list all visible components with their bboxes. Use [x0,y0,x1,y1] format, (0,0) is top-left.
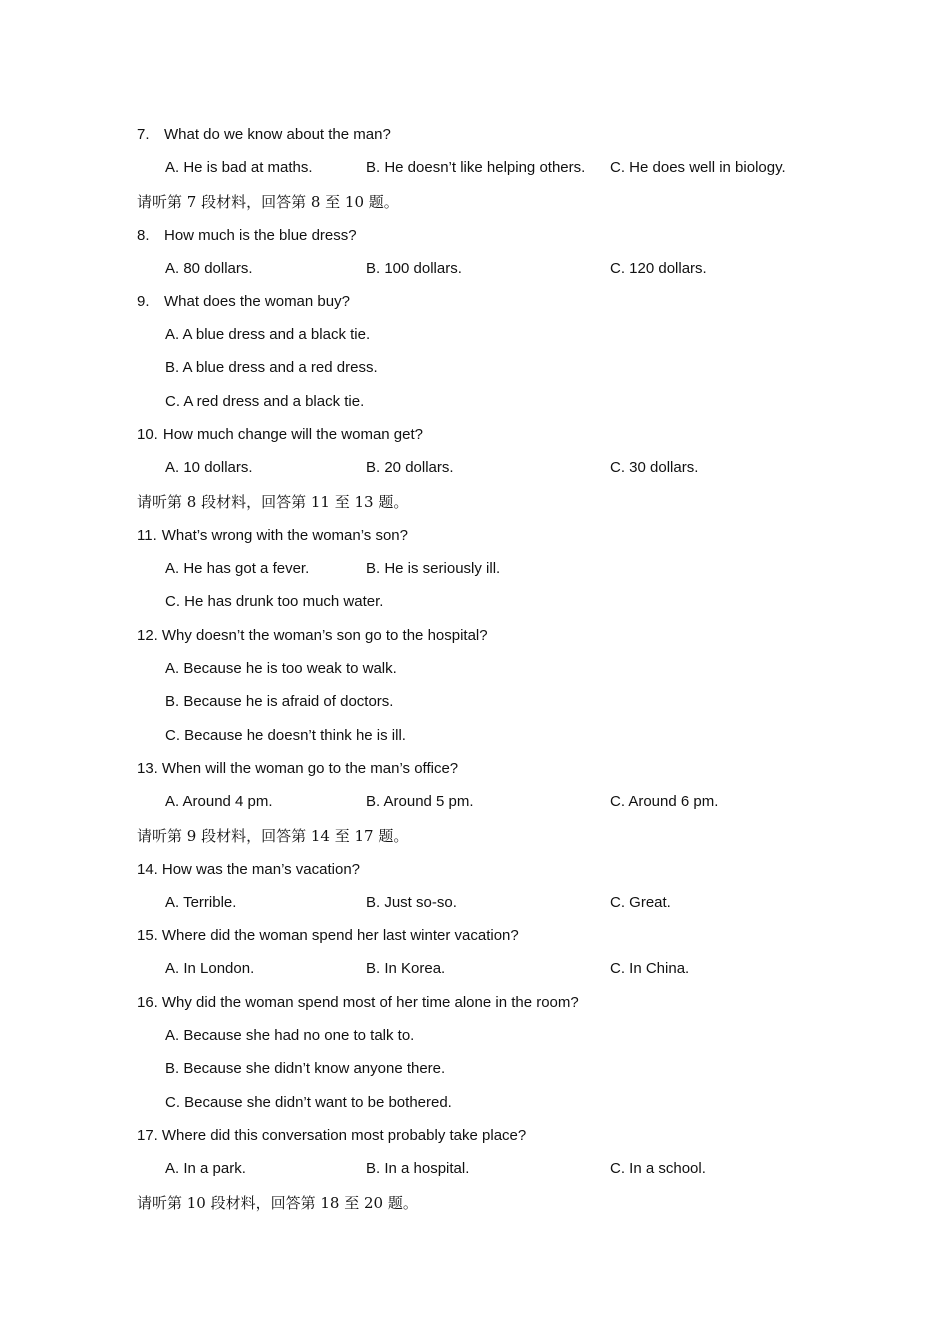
question-12 [137,626,488,646]
question-number: 8. [137,227,150,244]
q10-option-a: A. 10 dollars. [165,459,253,476]
question-text: Why doesn’t the woman’s son go to the hospital? [161,627,488,644]
q9-option-c: C. A red dress and a black tie. [165,393,365,410]
question-15 [137,926,519,946]
q17-option-a: A. In a park. [165,1160,246,1177]
question-number: 15. [137,927,158,944]
question-number: 11. [137,527,157,544]
q13-option-a: A. Around 4 pm. [165,793,273,810]
question-text: How much is the blue dress? [164,227,357,244]
q17-option-c: C. In a school. [610,1160,706,1177]
question-number: 9. [137,293,150,310]
q15-option-c: C. In China. [610,960,690,977]
q14-option-c: C. Great. [610,894,671,911]
question-number: 17. [137,1127,158,1144]
section-instruction-10: 请听第 10 段材料，回答第 18 至 20 题。 [137,1194,418,1212]
question-text: How was the man’s vacation? [161,861,361,878]
q15-option-a: A. In London. [165,960,255,977]
q12-option-a: A. Because he is too weak to walk. [165,660,397,677]
section-instruction-7: 请听第 7 段材料，回答第 8 至 10 题。 [137,193,399,211]
q15-option-b: B. In Korea. [366,960,446,977]
q7-option-b: B. He doesn’t like helping others. [366,159,586,176]
q10-option-b: B. 20 dollars. [366,459,454,476]
q8-option-b: B. 100 dollars. [366,260,462,277]
q13-option-b: B. Around 5 pm. [366,793,474,810]
question-text: What does the woman buy? [164,293,350,310]
q10-option-c: C. 30 dollars. [610,459,699,476]
q16-option-c: C. Because she didn’t want to be bothered. [165,1094,452,1111]
q14-option-b: B. Just so-so. [366,894,457,911]
question-17 [137,1126,526,1146]
question-text: Where did the woman spend her last winter vacation? [161,927,519,944]
q14-option-a: A. Terrible. [165,894,237,911]
q7-option-c: C. He does well in biology. [610,159,786,176]
q9-option-a: A. A blue dress and a black tie. [165,326,371,343]
q8-option-a: A. 80 dollars. [165,260,253,277]
q11-option-a: A. He has got a fever. [165,560,310,577]
q12-option-c: C. Because he doesn’t think he is ill. [165,727,406,744]
q7-option-a: A. He is bad at maths. [165,159,313,176]
question-number: 16. [137,994,158,1011]
question-7 [137,125,391,145]
question-number: 14. [137,861,158,878]
question-number: 12. [137,627,158,644]
question-text: How much change will the woman get? [162,426,423,443]
question-14 [137,860,360,880]
question-text: When will the woman go to the man’s office? [161,760,459,777]
question-10 [137,425,423,445]
question-number: 7. [137,126,150,143]
q9-option-b: B. A blue dress and a red dress. [165,359,378,376]
question-8 [137,226,357,246]
q12-option-b: B. Because he is afraid of doctors. [165,693,394,710]
q13-option-c: C. Around 6 pm. [610,793,719,810]
question-16 [137,993,579,1013]
q8-option-c: C. 120 dollars. [610,260,707,277]
q16-option-b: B. Because she didn’t know anyone there. [165,1060,446,1077]
question-9 [137,292,350,312]
question-text: What do we know about the man? [164,126,391,143]
q16-option-a: A. Because she had no one to talk to. [165,1027,415,1044]
question-13 [137,759,458,779]
q17-option-b: B. In a hospital. [366,1160,470,1177]
question-number: 13. [137,760,158,777]
question-text: Why did the woman spend most of her time alone in the room? [161,994,579,1011]
question-11 [137,526,408,546]
q11-option-c: C. He has drunk too much water. [165,593,384,610]
section-instruction-8: 请听第 8 段材料，回答第 11 至 13 题。 [137,493,409,511]
q11-option-b: B. He is seriously ill. [366,560,501,577]
question-text: What’s wrong with the woman’s son? [161,527,408,544]
question-text: Where did this conversation most probably take place? [161,1127,527,1144]
section-instruction-9: 请听第 9 段材料，回答第 14 至 17 题。 [137,827,409,845]
question-number: 10. [137,426,158,443]
